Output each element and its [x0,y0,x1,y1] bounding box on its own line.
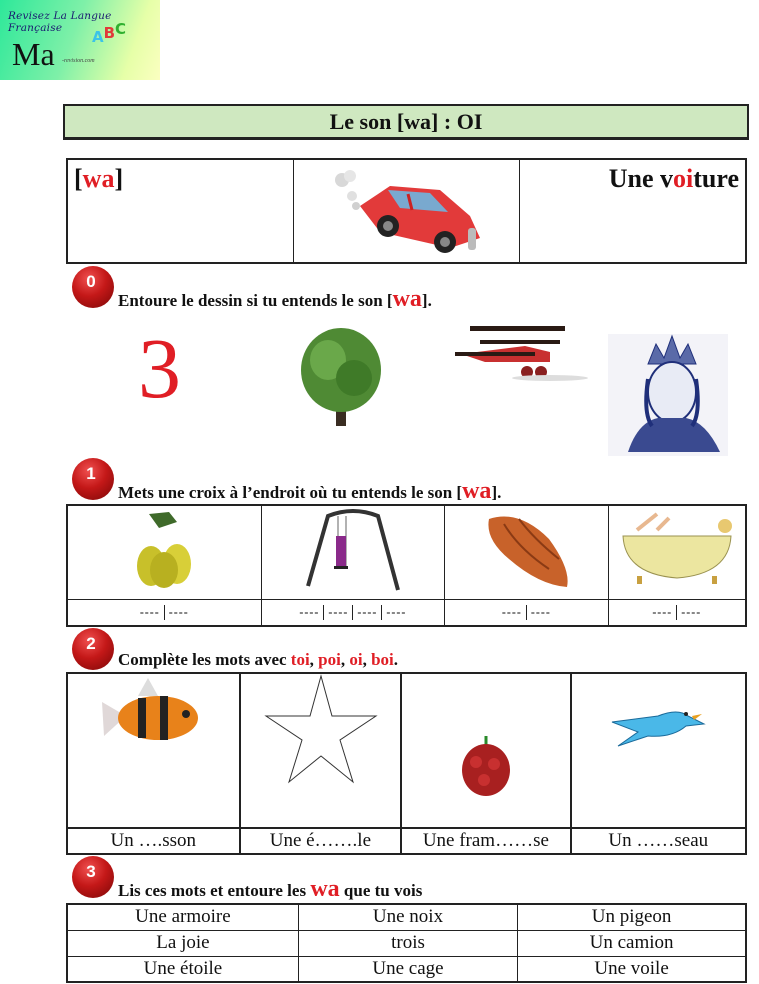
king-image[interactable] [608,334,728,456]
logo-brand: Ma [12,36,55,72]
syllable-slots[interactable]: ---- ---- [608,600,746,626]
fill-in-word[interactable]: Un ….sson [67,828,240,854]
exercise-2-table [66,672,747,855]
site-logo [0,0,160,80]
bathtub-image [617,510,737,590]
exercise-2-picture-cell [571,673,746,828]
word-cell[interactable]: Un pigeon [518,904,746,930]
option-boi: boi [371,650,394,669]
logo-tagline: Revisez La Langue Française [8,10,112,34]
exercise-0-badge: 0 [72,266,114,308]
logo-abc [92,20,127,46]
exercise-1-picture-cell [67,505,261,600]
intro-table [66,158,747,264]
word-cell[interactable]: Un camion [518,930,746,956]
car-image [330,166,490,256]
bird-image [608,702,708,752]
fill-in-word[interactable]: Une é…….le [240,828,402,854]
exercise-2-picture-cell [401,673,570,828]
intro-picture-cell [294,160,520,262]
exercise-3-instruction: Lis ces mots et entoure les wa que tu vois [118,876,423,902]
intro-phoneme: [wa] [74,164,124,193]
syllable-slots[interactable]: ---- ---- [445,600,609,626]
swing-image [298,506,408,594]
word-cell[interactable]: Une noix [298,904,517,930]
exercise-3-badge: 3 [72,856,114,898]
fill-in-word[interactable]: Un ……seau [571,828,746,854]
intro-word-cell [520,160,745,262]
exercise-1-badge: 1 [72,458,114,500]
logo-letter-a: A [92,28,104,46]
word-cell[interactable]: La joie [67,930,298,956]
exercise-1-picture-cell [608,505,746,600]
intro-phoneme-cell [68,160,294,262]
exercise-2-badge: 2 [72,628,114,670]
biplane-image[interactable] [455,320,590,385]
fill-in-word[interactable]: Une fram……se [401,828,570,854]
exercise-2-picture-cell [240,673,402,828]
raspberry-image [456,734,516,798]
logo-letter-b: B [103,24,116,42]
fish-image [98,676,208,756]
option-toi: toi [290,650,310,669]
number-three-image[interactable]: 3 [138,320,181,416]
exercise-1-picture-cell [445,505,609,600]
intro-word: Une voiture [608,164,739,193]
exercise-1-table [66,504,747,627]
page-title: Le son [wa] : OI [63,104,749,140]
option-oi: oi [349,650,363,669]
word-cell[interactable]: Une cage [298,956,517,982]
word-cell[interactable]: Une armoire [67,904,298,930]
syllable-slots[interactable]: ---- ---- [67,600,261,626]
option-poi: poi [318,650,341,669]
croissant-image [479,509,574,591]
exercise-1-picture-cell [261,505,444,600]
logo-letter-c: C [115,20,127,38]
word-cell[interactable]: trois [298,930,517,956]
logo-site: -revision.com [62,58,95,64]
word-cell[interactable]: Une voile [518,956,746,982]
exercise-0-instruction: Entoure le dessin si tu entends le son [wa]. [118,286,432,312]
exercise-2-picture-cell [67,673,240,828]
exercise-2-instruction: Complète les mots avec toi, poi, oi, boi. [118,650,399,669]
word-cell[interactable]: Une étoile [67,956,298,982]
tree-image[interactable] [296,320,386,430]
star-image [260,674,380,786]
exercise-1-instruction: Mets une croix à l’endroit où tu entends le son [wa]. [118,478,502,504]
syllable-slots[interactable]: ---- ---- ---- ---- [261,600,444,626]
pears-image [129,510,199,590]
exercise-3-word-table [66,903,747,983]
